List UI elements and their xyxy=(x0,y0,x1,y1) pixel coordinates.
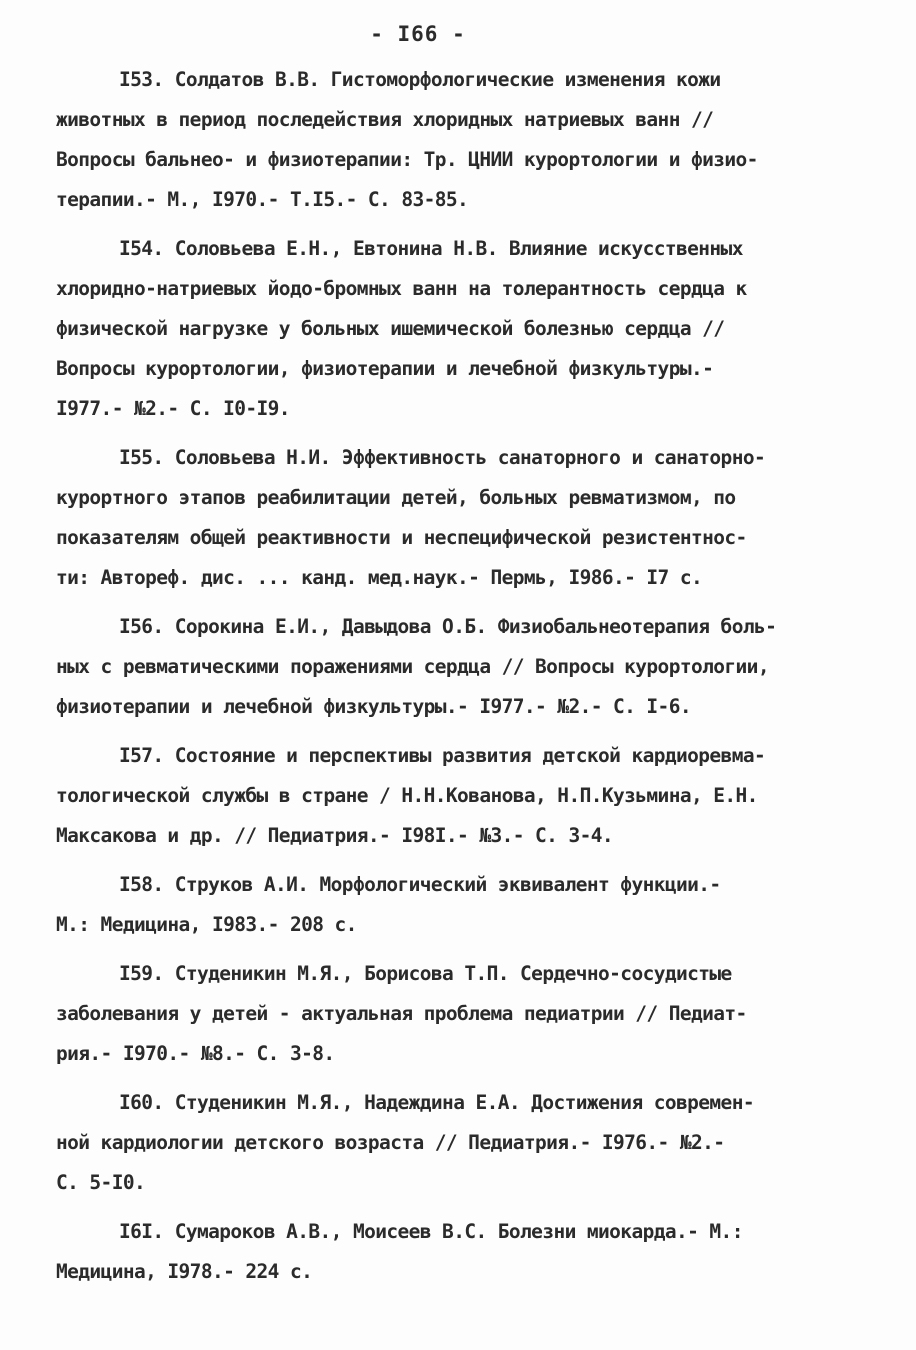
entry-line: Вопросы курортологии, физиотерапии и лечебной физкультуры.- xyxy=(56,357,714,380)
entry-line: I56. Сорокина Е.И., Давыдова О.Б. Физиобальнеотерапия боль- xyxy=(119,615,777,638)
bibliography-list xyxy=(56,60,856,1301)
entry-line: I60. Студеникин М.Я., Надеждина Е.А. Достижения современ- xyxy=(119,1091,754,1114)
page-number: - I66 - xyxy=(370,22,466,46)
entry-line: хлоридно-натриевых йодо-бромных ванн на толерантность сердца к xyxy=(56,277,747,300)
entry-line: физической нагрузке у больных ишемической болезнью сердца // xyxy=(56,317,725,340)
entry-line: I59. Студеникин М.Я., Борисова Т.П. Сердечно-сосудистые xyxy=(119,962,732,985)
bibliography-entry xyxy=(56,1212,856,1292)
bibliography-entry xyxy=(56,60,856,220)
entry-line: показателям общей реактивности и неспецифической резистентнос- xyxy=(56,526,747,549)
entry-line: ной кардиологии детского возраста // Педиатрия.- I976.- №2.- xyxy=(56,1131,725,1154)
entry-line: заболевания у детей - актуальная проблема педиатрии // Педиат- xyxy=(56,1002,747,1025)
entry-line: ных с ревматическими поражениями сердца // Вопросы курортологии, xyxy=(56,655,769,678)
entry-line: физиотерапии и лечебной физкультуры.- I977.- №2.- С. I-6. xyxy=(56,695,691,718)
entry-line: Вопросы бальнео- и физиотерапии: Тр. ЦНИИ курортологии и физио- xyxy=(56,148,758,171)
entry-line: рия.- I970.- №8.- С. 3-8. xyxy=(56,1042,335,1065)
bibliography-entry xyxy=(56,954,856,1074)
entry-line: тологической службы в стране / Н.Н.Кованова, Н.П.Кузьмина, Е.Н. xyxy=(56,784,758,807)
bibliography-entry xyxy=(56,229,856,429)
entry-line: I54. Соловьева Е.Н., Евтонина Н.В. Влияние искусственных xyxy=(119,237,743,260)
bibliography-entry xyxy=(56,438,856,598)
entry-line: животных в период последействия хлоридных натриевых ванн // xyxy=(56,108,714,131)
entry-line: С. 5-I0. xyxy=(56,1171,146,1194)
bibliography-entry xyxy=(56,607,856,727)
entry-line: терапии.- М., I970.- Т.I5.- С. 83-85. xyxy=(56,188,469,211)
bibliography-entry xyxy=(56,736,856,856)
entry-line: I6I. Сумароков А.В., Моисеев В.С. Болезни миокарда.- М.: xyxy=(119,1220,743,1243)
entry-line: I58. Струков А.И. Морфологический эквивалент функции.- xyxy=(119,873,721,896)
entry-line: курортного этапов реабилитации детей, больных ревматизмом, по xyxy=(56,486,736,509)
entry-line: Медицина, I978.- 224 с. xyxy=(56,1260,313,1283)
bibliography-entry xyxy=(56,865,856,945)
entry-line: ти: Автореф. дис. ... канд. мед.наук.- Пермь, I986.- I7 с. xyxy=(56,566,703,589)
bibliography-entry xyxy=(56,1083,856,1203)
entry-line: I55. Соловьева Н.И. Эффективность санаторного и санаторно- xyxy=(119,446,766,469)
entry-line: I977.- №2.- С. I0-I9. xyxy=(56,397,290,420)
entry-line: I57. Состояние и перспективы развития детской кардиоревма- xyxy=(119,744,766,767)
entry-line: М.: Медицина, I983.- 208 с. xyxy=(56,913,357,936)
entry-line: Максакова и др. // Педиатрия.- I98I.- №3.- С. 3-4. xyxy=(56,824,613,847)
entry-line: I53. Солдатов В.В. Гистоморфологические изменения кожи xyxy=(119,68,721,91)
